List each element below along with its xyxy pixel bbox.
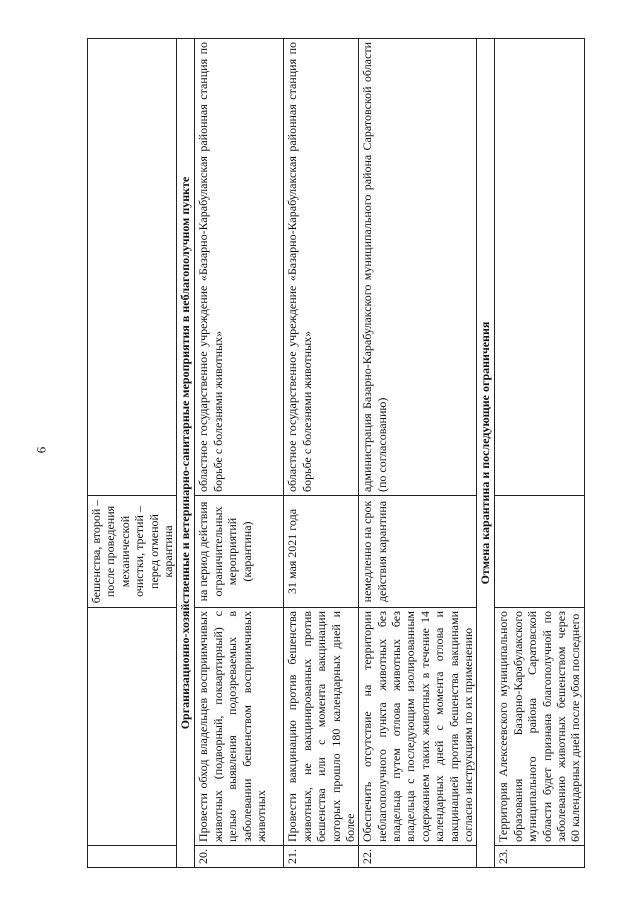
table-row (88, 39, 177, 868)
page-number: 6 (33, 446, 49, 454)
measure-cell: Провести вакцинацию против бешенства животных, не вакцинированных против бешенства или с момента вакцинации которых прошло 180 календарных дней и более (284, 608, 359, 846)
table-cell (88, 846, 177, 868)
row-number: 21. (284, 846, 359, 868)
measure-cell: Обеспечить отсутствие на территории неблагополучного пункта животных без владельца путем отлова животных без владельца с последующим изолированным содержанием таких животных в течение 14 календарных дней с момента отлова и вакцинацией против бешенства вакцинами согласно инструкциям по их применению (359, 608, 477, 846)
period-cell: бешенства, второй – после проведения механической очистки, третий – перед отменой карантина (88, 496, 177, 608)
deadline-cell (495, 496, 584, 608)
table-cell (88, 39, 177, 496)
table-row (284, 39, 359, 868)
deadline-cell: на период действия ограничительных мероприятий (карантина) (195, 496, 284, 608)
rotated-page (87, 38, 583, 868)
table-row (359, 39, 477, 868)
section-title: Отмена карантина и последующие ограничения (477, 39, 495, 868)
deadline-cell: немедленно на срок действия карантина (359, 496, 477, 608)
section-title: Организационно-хозяйственные и ветеринарно-санитарные мероприятия в неблагополучном пункте (177, 39, 195, 868)
measure-cell: Территория Алексеевского муниципального образования Базарно-Карабулакского муниципального района Саратовской области будет признана благополучной по заболеванию животных бешенством через 60 календарных дней после убоя последнего (495, 608, 584, 846)
measures-table (87, 38, 585, 868)
table-cell (88, 608, 177, 846)
row-number: 22. (359, 846, 477, 868)
row-number: 23. (495, 846, 584, 868)
responsible-cell: областное государственное учреждение «Базарно-Карабулакская районная станция по борьбе с болезнями животных» (195, 39, 284, 496)
responsible-cell (495, 39, 584, 496)
table-row (495, 39, 584, 868)
section-row (177, 39, 195, 868)
table-row (195, 39, 284, 868)
deadline-cell: 31 мая 2021 года (284, 496, 359, 608)
section-row (477, 39, 495, 868)
measure-cell: Провести обход владельцев восприимчивых животных (подворный, поквартирный) с целью выявления подозреваемых в заболевании бешенством восприимчивых животных (195, 608, 284, 846)
row-number: 20. (195, 846, 284, 868)
responsible-cell: областное государственное учреждение «Базарно-Карабулакская районная станция по борьбе с болезнями животных» (284, 39, 359, 496)
responsible-cell: администрация Базарно-Карабулакского муниципального района Саратовской области (по согласованию) (359, 39, 477, 496)
